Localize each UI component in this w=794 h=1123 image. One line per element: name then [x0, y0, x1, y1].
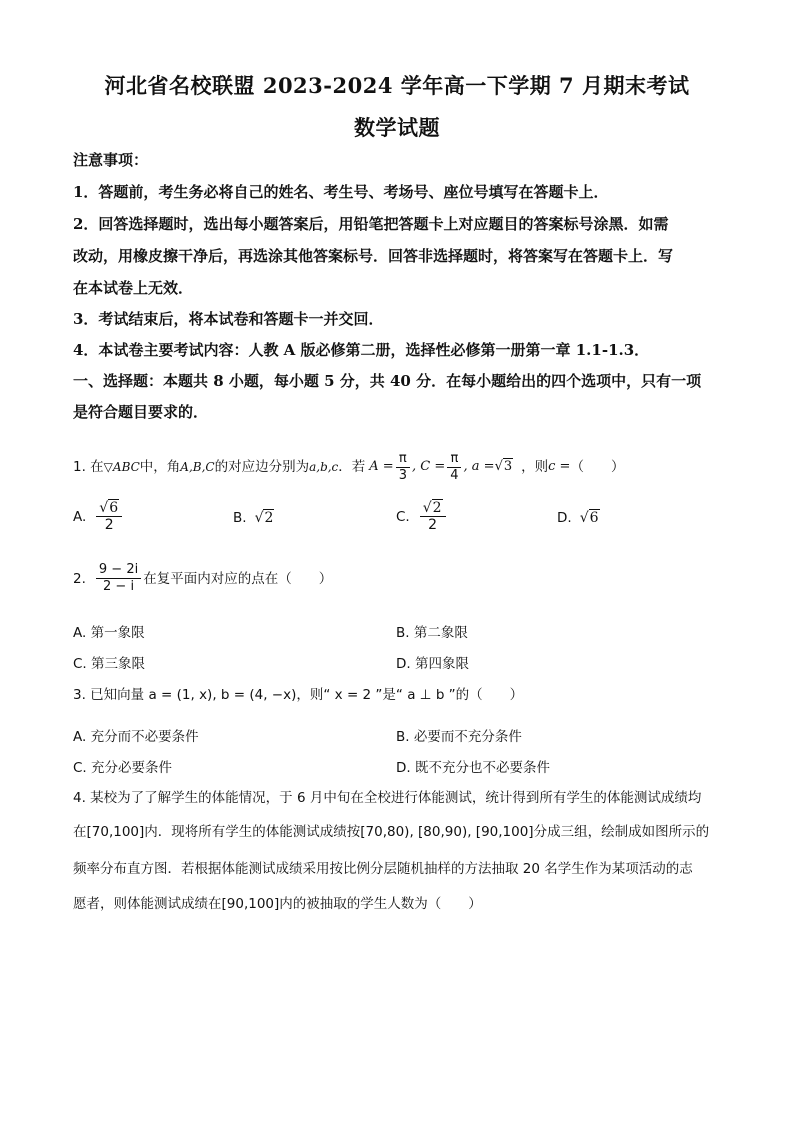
q2-option-a: A. 第一象限 — [73, 625, 145, 641]
q1-condition-a: , a = — [463, 459, 495, 474]
q1-paren: （ ） — [570, 459, 625, 475]
exam-title: 河北省名校联盟 2023-2024 学年高一下学期 7 月期末考试 — [104, 73, 690, 98]
section-heading: 一、选择题：本题共 8 小题，每小题 5 分，共 40 分．在每小题给出的四个选项中，只有一项 — [73, 372, 702, 390]
note-item: 4．本试卷主要考试内容：人教 A 版必修第二册，选择性必修第一册第一章 1.1-1.3． — [73, 341, 650, 359]
q3-option-d: D. 既不充分也不必要条件 — [396, 760, 550, 776]
exam-subtitle: 数学试题 — [354, 115, 440, 140]
q3-option-c: C. 充分必要条件 — [73, 760, 173, 776]
q2-fraction: $\frac{9 - 2i}{2 - i}$ — [96, 562, 141, 595]
section-heading-cont: 是符合题目要求的． — [73, 403, 209, 421]
q1-option-d: D. √6 — [557, 510, 599, 526]
q1-text: 的对应边分别为 — [214, 459, 310, 475]
q3-option-b: B. 必要而不充分条件 — [396, 729, 522, 745]
note-item: 1．答题前，考生务必将自己的姓名、考生号、考场号、座位号填写在答题卡上． — [73, 183, 609, 201]
q1-angles: A,B,C — [180, 460, 215, 474]
q1-text: ，则 — [521, 459, 549, 475]
question-1 — [73, 450, 723, 484]
q2-prefix: 2. — [73, 570, 86, 587]
q1-triangle: ▽ABC — [103, 460, 140, 474]
q1-text: 中，角 — [139, 459, 181, 475]
question-3: 3. 已知向量 a = (1, x), b = (4, −x)，则“ x = 2 ”是“ a ⊥ b ”的（ ） — [73, 687, 524, 703]
note-item: 2．回答选择题时，选出每小题答案后，用铅笔把答题卡上对应题目的答案标号涂黑．如需 — [73, 215, 669, 233]
question-2 — [73, 562, 723, 595]
q1-prefix: 1. 在 — [73, 459, 104, 475]
q1-sides: a,b,c — [309, 460, 339, 474]
q2-option-c: C. 第三象限 — [73, 656, 146, 672]
q1-option-a: A. $\frac{√6}{2}$ — [73, 500, 124, 533]
q1-text: ．若 — [338, 459, 366, 475]
q2-option-b: B. 第二象限 — [396, 625, 468, 641]
q1-condition-C: , C = — [411, 459, 446, 474]
question-4: 4. 某校为了了解学生的体能情况，于 6 月中旬在全校进行体能测试，统计得到所有学生的体能测试成绩均 — [73, 790, 702, 806]
q1-option-c: C. $\frac{√2}{2}$ — [396, 500, 448, 533]
note-item: 3．考试结束后，将本试卷和答题卡一并交回． — [73, 310, 384, 328]
notes-heading: 注意事项： — [73, 151, 149, 169]
question-4-cont: 在[70,100]内．现将所有学生的体能测试成绩按[70,80), [80,90), [90,100]分成三组，绘制成如图所示的 — [73, 824, 710, 840]
q2-option-d: D. 第四象限 — [396, 656, 469, 672]
question-4-cont: 频率分布直方图．若根据体能测试成绩采用按比例分层随机抽样的方法抽取 20 名学生作为某项活动的志 — [73, 861, 693, 877]
q1-fraction: $\frac{\pi}{3}$ — [396, 451, 410, 484]
note-item: 在本试卷上无效． — [73, 279, 194, 297]
q1-condition-A: A = — [369, 459, 394, 474]
note-item: 改动，用橡皮擦干净后，再选涂其他答案标号．回答非选择题时，将答案写在答题卡上．写 — [73, 247, 674, 265]
q1-ask: c = — [548, 459, 571, 474]
q3-option-a: A. 充分而不必要条件 — [73, 729, 199, 745]
q1-option-b: B. √2 — [233, 510, 274, 526]
q1-fraction: $\frac{\pi}{4}$ — [447, 451, 461, 484]
question-4-cont: 愿者，则体能测试成绩在[90,100]内的被抽取的学生人数为（ ） — [73, 896, 482, 912]
q1-sqrt: √3 — [494, 459, 513, 474]
q2-text: 在复平面内对应的点在（ ） — [143, 570, 333, 587]
